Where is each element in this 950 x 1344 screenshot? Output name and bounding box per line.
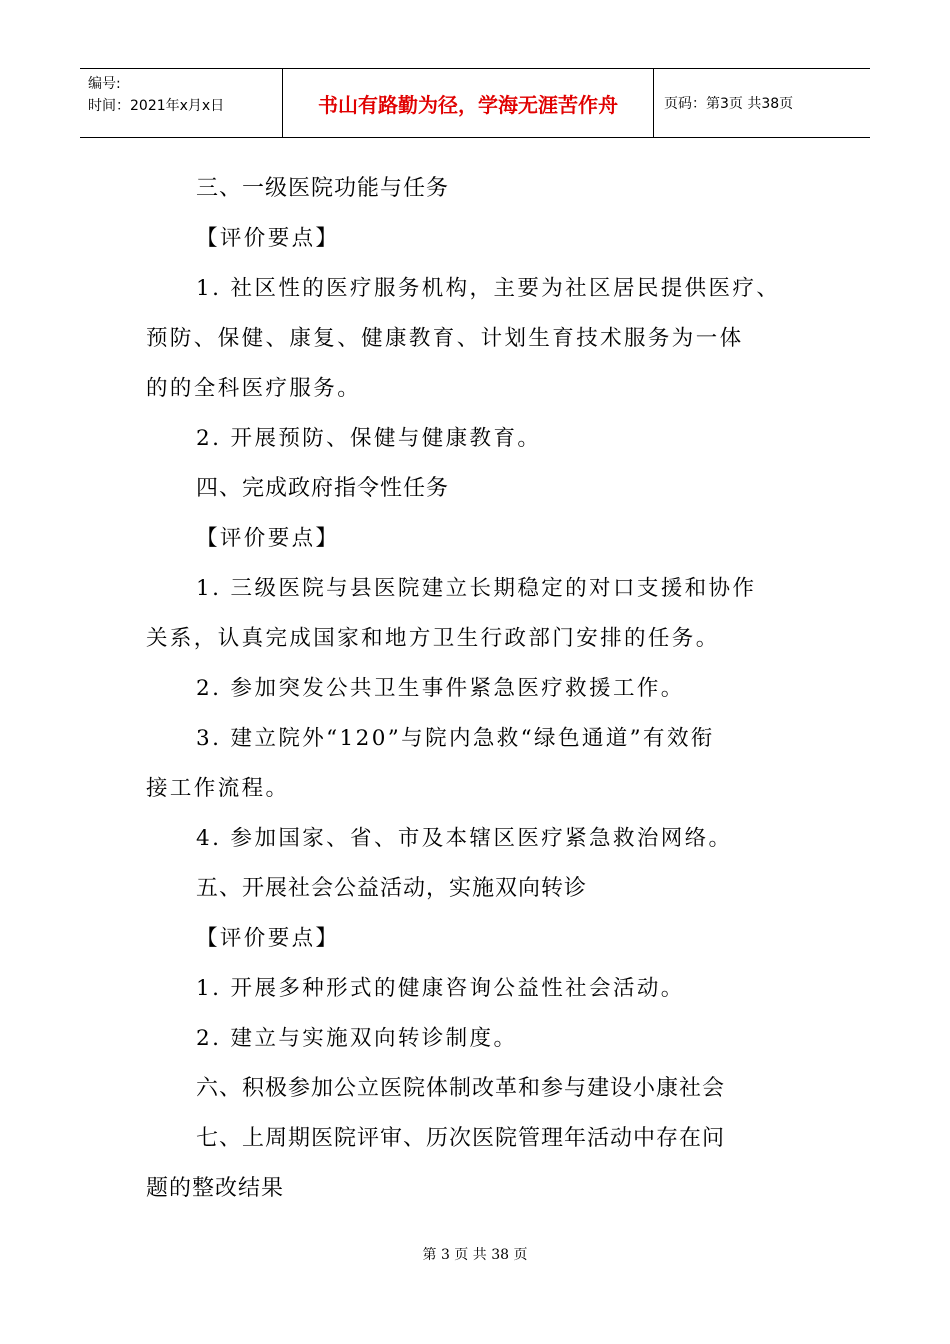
page-footer: 第 3 页 共 38 页	[422, 1247, 528, 1263]
page-header	[80, 68, 870, 138]
paragraph-line: 3. 建立院外“120”与院内急救“绿色通道”有效衔	[196, 726, 715, 751]
paragraph-line: 1. 社区性的医疗服务机构，主要为社区居民提供医疗、	[196, 276, 781, 301]
paragraph-line: 2. 开展预防、保健与健康教育。	[196, 426, 542, 451]
header-motto: 书山有路勤为径，学海无涯苦作舟	[282, 69, 654, 137]
section-heading: 三、一级医院功能与任务	[196, 176, 450, 201]
paragraph-line: 的的全科医疗服务。	[146, 376, 362, 401]
document-number-label: 编号:	[88, 76, 121, 92]
paragraph-line: 接工作流程。	[146, 776, 290, 801]
evaluation-points-label: 【评价要点】	[196, 226, 340, 251]
document-date: 时间：2021年x月x日	[88, 98, 225, 114]
section-heading: 七、上周期医院评审、历次医院管理年活动中存在问	[196, 1126, 726, 1151]
document-body	[146, 164, 816, 1214]
paragraph-line: 2. 参加突发公共卫生事件紧急医疗救援工作。	[196, 676, 685, 701]
paragraph-line: 1. 三级医院与县医院建立长期稳定的对口支援和协作	[196, 576, 757, 601]
paragraph-line: 1. 开展多种形式的健康咨询公益性社会活动。	[196, 976, 685, 1001]
section-heading: 五、开展社会公益活动，实施双向转诊	[196, 876, 588, 901]
section-heading: 四、完成政府指令性任务	[196, 476, 450, 501]
paragraph-line: 预防、保健、康复、健康教育、计划生育技术服务为一体	[146, 326, 744, 351]
evaluation-points-label: 【评价要点】	[196, 926, 340, 951]
paragraph-line: 关系，认真完成国家和地方卫生行政部门安排的任务。	[146, 626, 720, 651]
header-page-info: 页码：第3页 共38页	[664, 96, 794, 112]
evaluation-points-label: 【评价要点】	[196, 526, 340, 551]
paragraph-line: 4. 参加国家、省、市及本辖区医疗紧急救治网络。	[196, 826, 733, 851]
section-heading-continued: 题的整改结果	[146, 1176, 285, 1201]
header-meta	[80, 69, 282, 137]
paragraph-line: 2. 建立与实施双向转诊制度。	[196, 1026, 518, 1051]
section-heading: 六、积极参加公立医院体制改革和参与建设小康社会	[196, 1076, 726, 1101]
